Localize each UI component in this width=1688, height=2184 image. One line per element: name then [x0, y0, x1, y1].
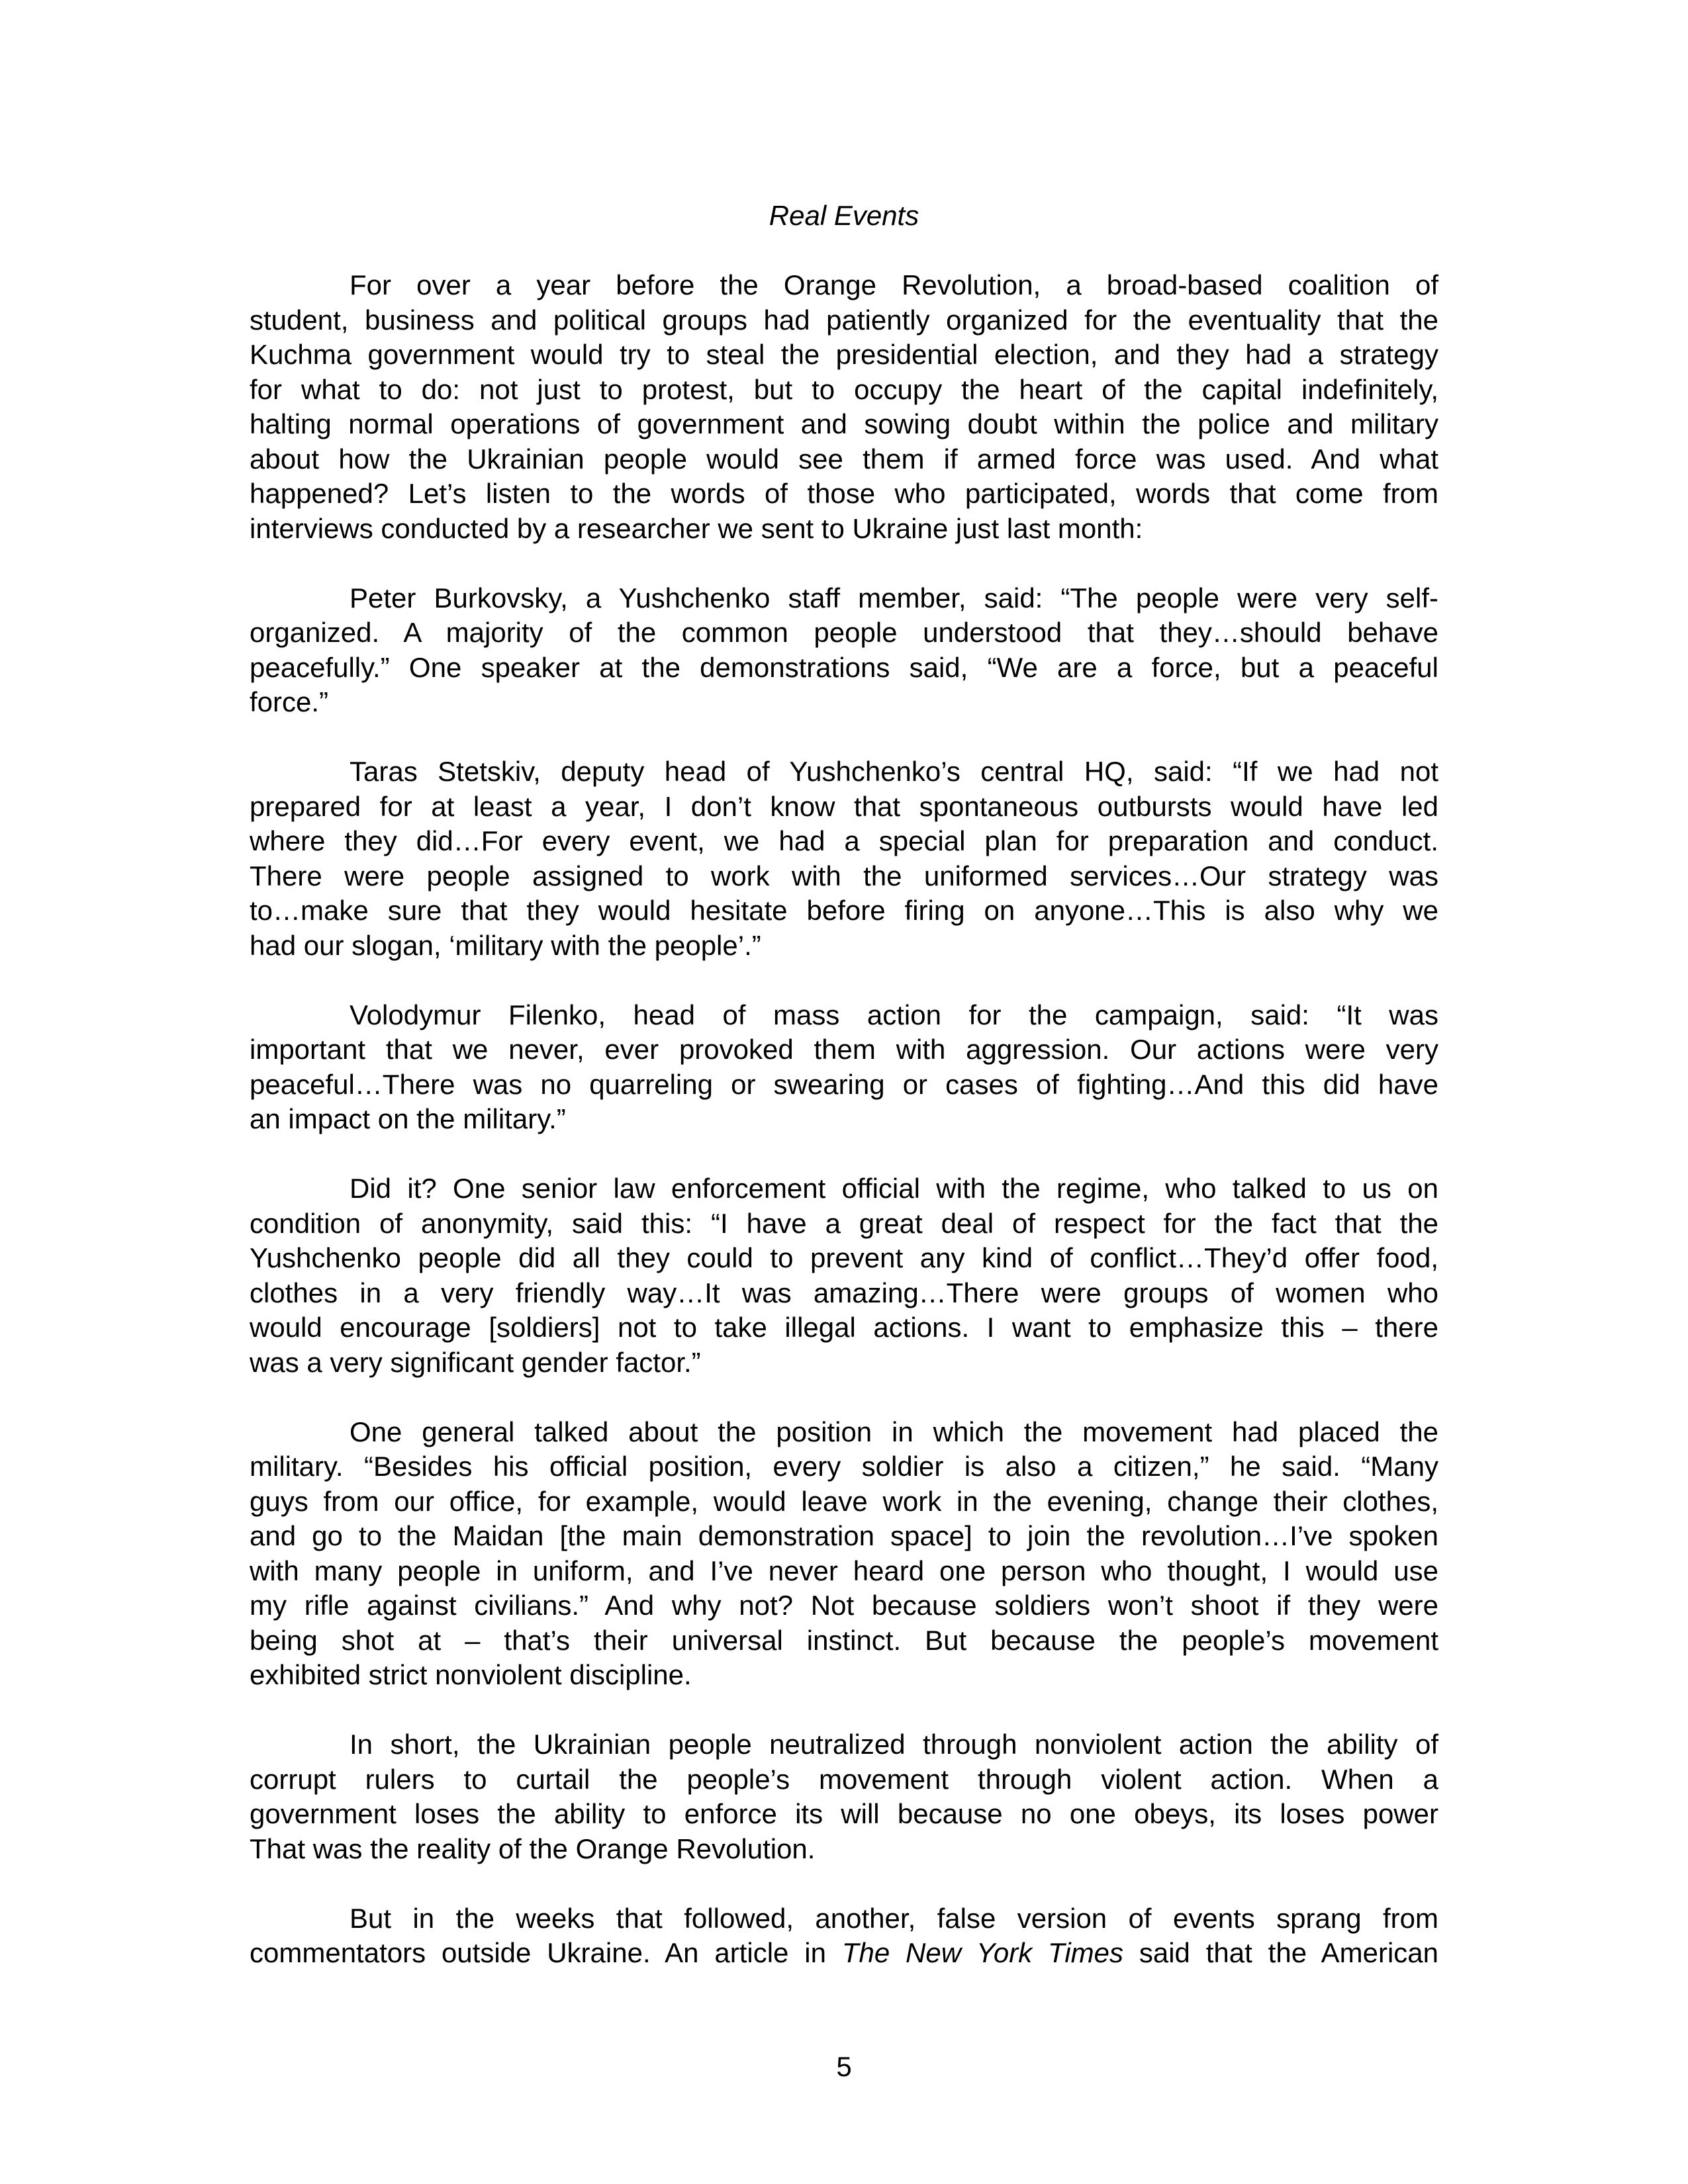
text-line: government loses the ability to enforce its will because no one obeys, its loses power [250, 1798, 1438, 1829]
text-line: my rifle against civilians.” And why not? Not because soldiers won’t shoot if they were [250, 1590, 1438, 1621]
text-line: happened? Let’s listen to the words of those who participated, words that come from [250, 478, 1438, 509]
text-line: Kuchma government would try to steal the presidential election, and they had a strategy [250, 339, 1438, 370]
paragraph [250, 1727, 1438, 1866]
text-line [250, 1936, 1438, 1971]
paragraph [250, 998, 1438, 1137]
text-line: interviews conducted by a researcher we sent to Ukraine just last month: [250, 512, 1143, 544]
text-line: where they did…For every event, we had a special plan for preparation and conduct. [250, 825, 1438, 856]
text-line: peaceful…There was no quarreling or swearing or cases of fighting…And this did have [250, 1068, 1438, 1100]
page-number: 5 [836, 2051, 852, 2082]
text-line: halting normal operations of government and sowing doubt within the police and military [250, 408, 1438, 439]
text-line: important that we never, ever provoked them with aggression. Our actions were very [250, 1034, 1438, 1065]
text-line: condition of anonymity, said this: “I have a great deal of respect for the fact that the [250, 1207, 1438, 1239]
text-line: Taras Stetskiv, deputy head of Yushchenko’s central HQ, said: “If we had not [350, 756, 1438, 787]
text-line: Volodymur Filenko, head of mass action for the campaign, said: “It was [350, 999, 1438, 1030]
text-line: for what to do: not just to protest, but to occupy the heart of the capital indefinitely, [250, 373, 1438, 405]
body-text [250, 199, 1438, 1971]
paragraph [250, 1415, 1438, 1693]
paragraph [250, 268, 1438, 546]
text-line: student, business and political groups had patiently organized for the eventuality that the [250, 304, 1438, 336]
text-line: In short, the Ukrainian people neutralized through nonviolent action the ability of [350, 1729, 1438, 1760]
text-line: being shot at – that’s their universal instinct. But because the people’s movement [250, 1624, 1438, 1656]
text-line: would encourage [soldiers] not to take illegal actions. I want to emphasize this – there [250, 1312, 1438, 1343]
text-line: and go to the Maidan [the main demonstration space] to join the revolution…I’ve spoken [250, 1520, 1438, 1551]
text-line: Peter Burkovsky, a Yushchenko staff member, said: “The people were very self- [350, 582, 1438, 614]
text-line: But in the weeks that followed, another, false version of events sprang from [350, 1902, 1438, 1934]
text-line: corrupt rulers to curtail the people’s movement through violent action. When a [250, 1763, 1438, 1795]
text-line: There were people assigned to work with the uniformed services…Our strategy was [250, 860, 1438, 891]
text-line: to…make sure that they would hesitate before firing on anyone…This is also why we [250, 895, 1438, 926]
text-line: exhibited strict nonviolent discipline. [250, 1659, 692, 1690]
text-line: Yushchenko people did all they could to prevent any kind of conflict…They’d offer food, [250, 1242, 1438, 1273]
text-segment: said that the American [1123, 1937, 1438, 1968]
text-line: prepared for at least a year, I don’t know that spontaneous outbursts would have led [250, 790, 1438, 822]
text-line: guys from our office, for example, would leave work in the evening, change their clothes, [250, 1485, 1438, 1517]
text-segment: commentators outside Ukraine. An article in [250, 1937, 842, 1968]
text-line: peacefully.” One speaker at the demonstrations said, “We are a force, but a peaceful [250, 651, 1438, 683]
section-title: Real Events [769, 200, 919, 231]
text-line: had our slogan, ‘military with the people’.” [250, 929, 761, 961]
publication-title: The New York Times [841, 1937, 1124, 1968]
text-line: organized. A majority of the common people understood that they…should behave [250, 617, 1438, 648]
text-line: about how the Ukrainian people would see them if armed force was used. And what [250, 443, 1438, 475]
text-line: force.” [250, 686, 329, 717]
text-line: military. “Besides his official position, every soldier is also a citizen,” he said. “Many [250, 1451, 1438, 1482]
text-line: For over a year before the Orange Revolution, a broad-based coalition of [350, 269, 1438, 300]
text-line: One general talked about the position in which the movement had placed the [350, 1416, 1438, 1447]
text-line: That was the reality of the Orange Revolution. [250, 1833, 816, 1864]
paragraph [250, 581, 1438, 720]
paragraph [250, 1901, 1438, 1971]
text-line: was a very significant gender factor.” [250, 1346, 701, 1378]
text-line: clothes in a very friendly way…It was amazing…There were groups of women who [250, 1277, 1438, 1308]
text-line: Did it? One senior law enforcement official with the regime, who talked to us on [350, 1173, 1438, 1204]
paragraph [250, 754, 1438, 963]
paragraph [250, 1171, 1438, 1380]
text-line: an impact on the military.” [250, 1103, 566, 1134]
text-line: with many people in uniform, and I’ve never heard one person who thought, I would use [250, 1555, 1438, 1586]
